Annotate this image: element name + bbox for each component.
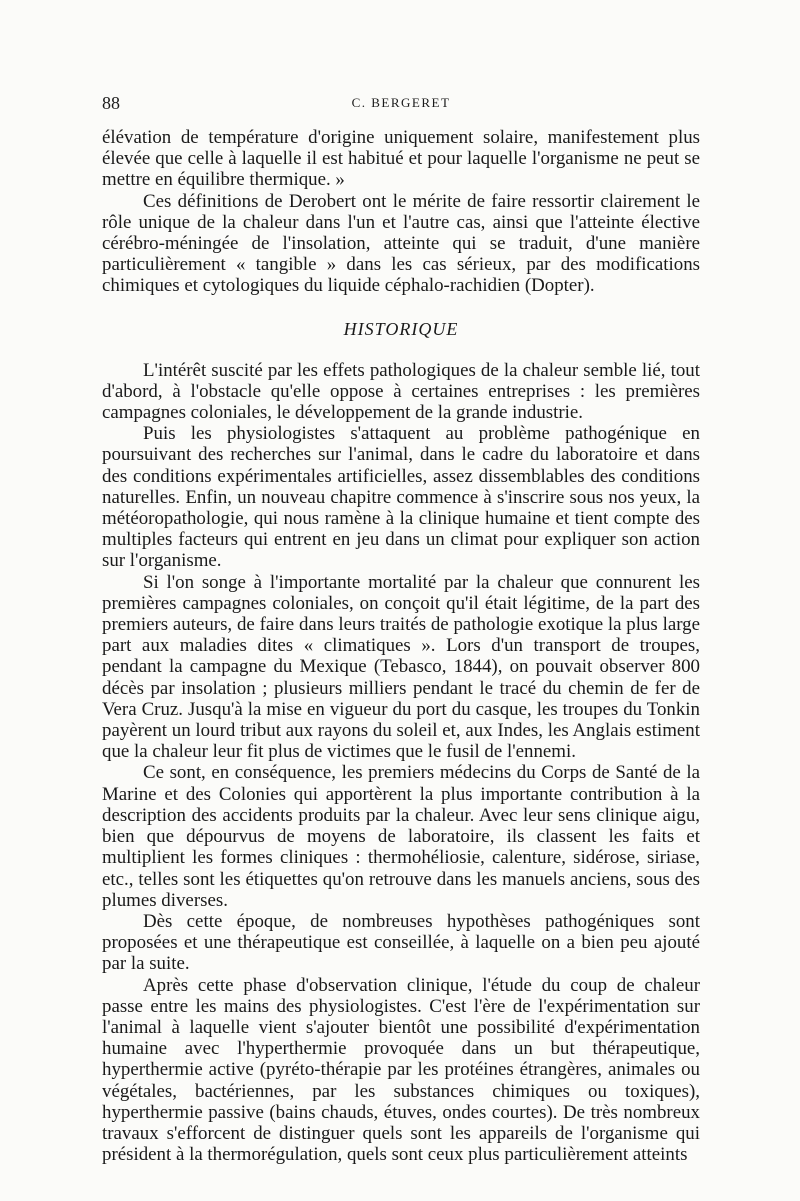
page-header [102,93,700,117]
paragraph: Si l'on songe à l'importante mortalité par la chaleur que connurent les premières campagnes coloniales, on conçoit qu'il était légitime, de la part des premiers auteurs, de faire dans leurs traités de pathologie exotique la plus large part aux maladies dites « climatiques ». Lors d'un transport de troupes, pendant la campagne du Mexique (Tebasco, 1844), on pouvait observer 800 décès par insolation ; plusieurs milliers pendant le tracé du chemin de fer de Vera Cruz. Jusqu'à la mise en vigueur du port du casque, les troupes du Tonkin payèrent un lourd tribut aux rayons du soleil et, aux Indes, les Anglais estiment que la chaleur leur fit plus de victimes que le fusil de l'ennemi. [102,571,700,763]
body-text [102,127,700,1165]
running-head: C. BERGERET [351,95,451,110]
paragraph: Ces définitions de Derobert ont le mérite de faire ressortir clairement le rôle unique de la chaleur dans l'un et l'autre cas, ainsi que l'atteinte élective cérébro-méningée de l'insolation, atteinte qui se traduit, d'une manière particulièrement « tangible » dans les cas sérieux, par des modifications chimiques et cytologiques du liquide céphalo-rachidien (Dopter). [102,190,700,297]
paragraph: Ce sont, en conséquence, les premiers médecins du Corps de Santé de la Marine et des Colonies qui apportèrent la plus importante contribution à la description des accidents produits par la chaleur. Avec leur sens clinique aigu, bien que dépourvus de moyens de laboratoire, ils classent les faits et multiplient les formes cliniques : thermohéliosie, calenture, sidérose, siriase, etc., telles sont les étiquettes qu'on retrouve dans les manuels anciens, sous des plumes diverses. [102,762,700,911]
paragraph: Puis les physiologistes s'attaquent au problème pathogénique en poursuivant des recherches sur l'animal, dans le cadre du laboratoire et dans des conditions expérimentales artificielles, assez dissemblables des conditions naturelles. Enfin, un nouveau chapitre commence à s'inscrire sous nos yeux, la météoropathologie, qui nous ramène à la clinique humaine et tient compte des multiples facteurs qui entrent en jeu dans un climat pour expliquer son action sur l'organisme. [102,423,700,572]
paragraph: Après cette phase d'observation clinique, l'étude du coup de chaleur passe entre les mains des physiologistes. C'est l'ère de l'expérimentation sur l'animal à laquelle vient s'ajouter bientôt une possibilité d'expérimentation humaine avec l'hyperthermie provoquée dans un but thérapeutique, hyperthermie active (pyréto-thérapie par les protéines étrangères, animales ou végétales, bactériennes, par les substances chimiques ou toxiques), hyperthermie passive (bains chauds, étuves, ondes courtes). De très nombreux travaux s'efforcent de distinguer quels sont les appareils de l'organisme qui président à la thermorégulation, quels sont ceux plus particulièrement atteints [102,974,700,1166]
page-number: 88 [102,93,120,113]
paragraph-continued: élévation de température d'origine uniquement solaire, manifestement plus élevée que celle à laquelle il est habitué et pour laquelle l'organisme ne peut se mettre en équilibre thermique. » [102,127,700,191]
section-title: HISTORIQUE [343,318,459,339]
paragraph: Dès cette époque, de nombreuses hypothèses pathogéniques sont proposées et une thérapeutique est conseillée, à laquelle on a bien peu ajouté par la suite. [102,910,700,975]
paragraph: L'intérêt suscité par les effets pathologiques de la chaleur semble lié, tout d'abord, à l'obstacle qu'elle oppose à certaines entreprises : les premières campagnes coloniales, le développement de la grande industrie. [102,359,700,424]
